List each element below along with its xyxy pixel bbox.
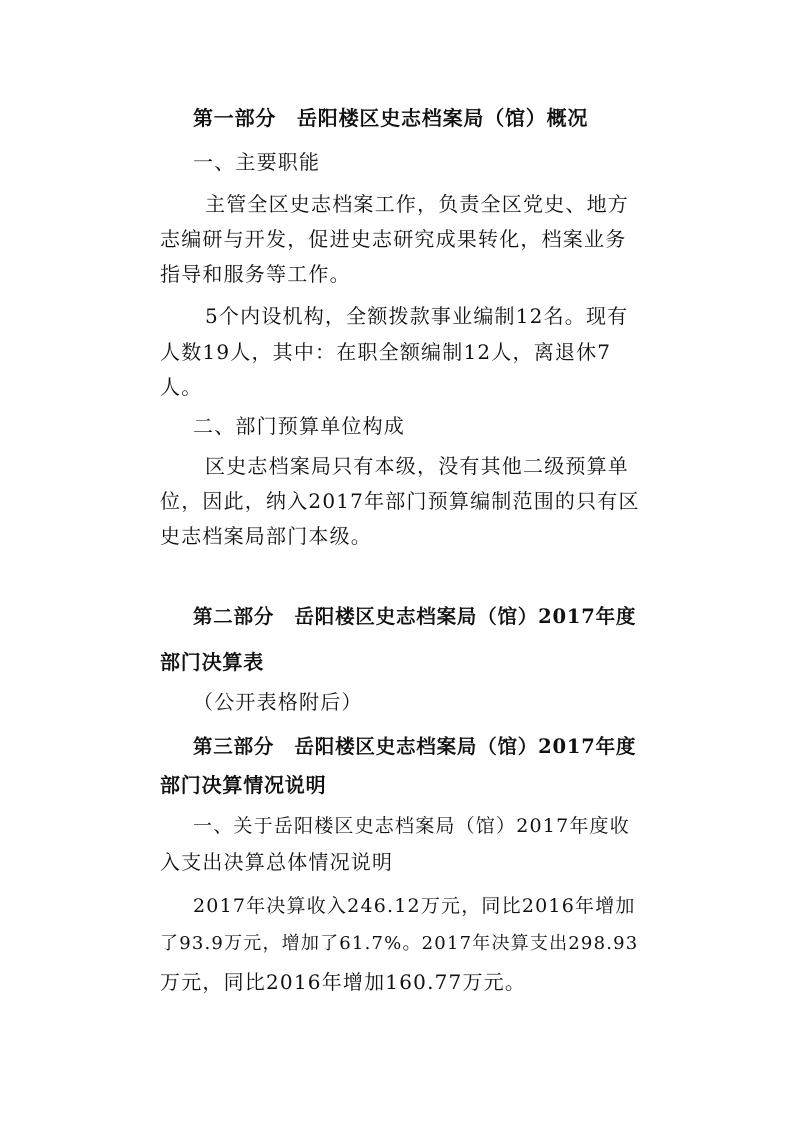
functions-text-line-2: 志编研与开发，促进史志研究成果转化，档案业务: [160, 227, 627, 251]
staffing-text-line-1: 5个内设机构，全额拨款事业编制12名。现有: [205, 304, 629, 328]
budget-units-text-line-1: 区史志档案局只有本级，没有其他二级预算单: [205, 454, 629, 478]
budget-units-text-line-3: 史志档案局部门本级。: [160, 524, 372, 548]
part3-heading-line-1: 第三部分 岳阳楼区史志档案局（馆）2017年度: [193, 735, 637, 758]
part3-heading-line-2: 部门决算情况说明: [160, 773, 327, 797]
section-title-overall-line-1: 一、关于岳阳楼区史志档案局（馆）2017年度收: [193, 815, 630, 837]
part2-heading-line-1: 第二部分 岳阳楼区史志档案局（馆）2017年度: [193, 605, 637, 628]
section-title-budget-units: 二、部门预算单位构成: [193, 414, 405, 438]
staffing-text-line-2: 人数19人，其中：在职全额编制12人，离退休7: [160, 340, 612, 364]
functions-text-line-3: 指导和服务等工作。: [160, 262, 351, 286]
part2-heading-line-2: 部门决算表: [160, 650, 264, 674]
summary-text-line-2: 了93.9万元，增加了61.7%。2017年决算支出298.93: [160, 933, 639, 954]
staffing-text-line-3: 人。: [160, 375, 203, 399]
section-title-overall-line-2: 入支出决算总体情况说明: [160, 850, 394, 874]
summary-text-line-1: 2017年决算收入246.12万元，同比2016年增加: [193, 895, 636, 917]
tables-attached-note: （公开表格附后）: [193, 690, 363, 714]
functions-text-line-1: 主管全区史志档案工作，负责全区党史、地方: [205, 192, 629, 216]
budget-units-text-line-2: 位，因此，纳入2017年部门预算编制范围的只有区: [160, 489, 640, 513]
summary-text-line-3: 万元，同比2016年增加160.77万元。: [160, 970, 527, 994]
section-title-main-functions: 一、主要职能: [193, 150, 321, 174]
part1-heading: 第一部分 岳阳楼区史志档案局（馆）概况: [193, 106, 589, 130]
